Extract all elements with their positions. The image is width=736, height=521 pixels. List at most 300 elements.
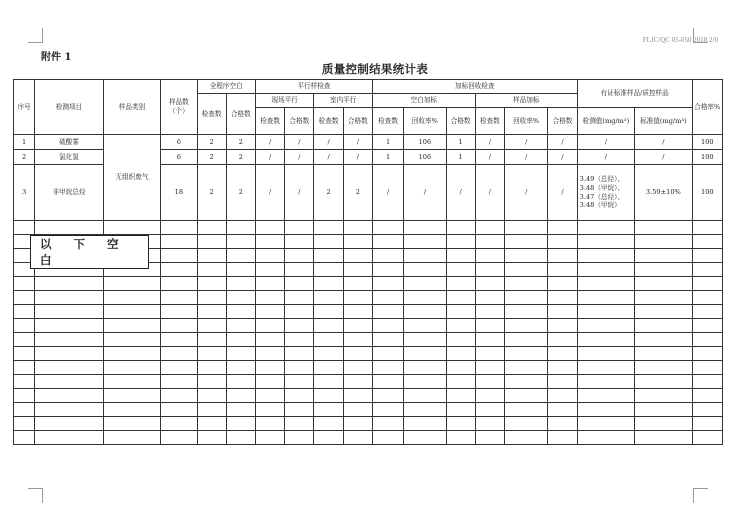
row-2-seq: 2 <box>14 150 35 165</box>
header-ss-rate: 回收率% <box>505 108 548 135</box>
empty-cell <box>314 263 343 277</box>
empty-cell <box>14 333 35 347</box>
empty-table-row <box>14 305 723 319</box>
empty-cell <box>343 319 372 333</box>
empty-cell <box>635 263 692 277</box>
empty-cell <box>692 389 722 403</box>
empty-cell <box>314 249 343 263</box>
empty-cell <box>692 249 722 263</box>
empty-cell <box>161 305 197 319</box>
empty-cell <box>635 235 692 249</box>
empty-cell <box>255 333 284 347</box>
empty-cell <box>635 361 692 375</box>
row-2-lp-pass: / <box>343 150 372 165</box>
empty-cell <box>35 431 104 445</box>
empty-cell <box>505 319 548 333</box>
empty-cell <box>314 333 343 347</box>
row-3-bs-pass: / <box>446 165 475 221</box>
empty-cell <box>103 333 160 347</box>
empty-cell <box>255 319 284 333</box>
empty-cell <box>505 263 548 277</box>
row-1-ss-rate: / <box>505 135 548 150</box>
empty-cell <box>226 221 255 235</box>
crop-mark-top-left <box>28 28 43 43</box>
empty-cell <box>161 319 197 333</box>
empty-cell <box>577 417 634 431</box>
empty-cell <box>343 361 372 375</box>
empty-cell <box>404 361 446 375</box>
row-2-standard: / <box>635 150 692 165</box>
empty-table-row <box>14 375 723 389</box>
empty-cell <box>692 277 722 291</box>
empty-cell <box>14 417 35 431</box>
empty-cell <box>285 375 314 389</box>
empty-cell <box>577 235 634 249</box>
empty-cell <box>548 417 577 431</box>
empty-cell <box>446 263 475 277</box>
blank-below-notice: 以 下 空 白 <box>30 235 149 269</box>
row-1-bs-check: 1 <box>372 135 403 150</box>
empty-table-row <box>14 417 723 431</box>
empty-cell <box>548 249 577 263</box>
header-sample-spike: 样品加标 <box>475 94 577 108</box>
empty-cell <box>446 291 475 305</box>
empty-cell <box>343 347 372 361</box>
empty-cell <box>505 249 548 263</box>
empty-cell <box>505 221 548 235</box>
empty-cell <box>372 403 403 417</box>
empty-cell <box>314 305 343 319</box>
empty-cell <box>475 249 504 263</box>
empty-cell <box>505 361 548 375</box>
empty-cell <box>446 235 475 249</box>
row-2-bs-rate: 106 <box>404 150 446 165</box>
empty-cell <box>343 263 372 277</box>
empty-cell <box>343 291 372 305</box>
empty-cell <box>577 221 634 235</box>
empty-cell <box>161 249 197 263</box>
empty-cell <box>255 361 284 375</box>
empty-cell <box>692 347 722 361</box>
empty-cell <box>14 277 35 291</box>
empty-cell <box>692 361 722 375</box>
empty-cell <box>475 347 504 361</box>
empty-cell <box>404 319 446 333</box>
empty-cell <box>372 333 403 347</box>
empty-cell <box>226 431 255 445</box>
row-1-standard: / <box>635 135 692 150</box>
empty-cell <box>446 333 475 347</box>
empty-cell <box>505 375 548 389</box>
empty-cell <box>255 347 284 361</box>
row-1-lp-pass: / <box>343 135 372 150</box>
empty-cell <box>197 417 226 431</box>
empty-cell <box>505 333 548 347</box>
empty-cell <box>505 431 548 445</box>
header-lp-check: 检查数 <box>314 108 343 135</box>
row-1-bs-pass: 1 <box>446 135 475 150</box>
empty-cell <box>161 263 197 277</box>
row-3-lp-check: 2 <box>314 165 343 221</box>
empty-cell <box>14 403 35 417</box>
empty-cell <box>404 403 446 417</box>
empty-cell <box>692 221 722 235</box>
empty-cell <box>692 333 722 347</box>
empty-cell <box>404 417 446 431</box>
empty-cell <box>692 375 722 389</box>
empty-cell <box>446 361 475 375</box>
empty-cell <box>343 235 372 249</box>
header-full-blank: 全程序空白 <box>197 80 255 94</box>
measured-line-1: 3.49（总烃）、 <box>579 175 625 184</box>
empty-cell <box>197 305 226 319</box>
empty-cell <box>635 277 692 291</box>
empty-cell <box>285 249 314 263</box>
row-2-fb-pass: 2 <box>226 150 255 165</box>
empty-cell <box>635 417 692 431</box>
empty-cell <box>35 319 104 333</box>
empty-cell <box>446 305 475 319</box>
header-fb-check: 检查数 <box>197 94 226 135</box>
header-fp-check: 检查数 <box>255 108 284 135</box>
empty-cell <box>35 333 104 347</box>
empty-cell <box>197 235 226 249</box>
empty-cell <box>577 263 634 277</box>
empty-cell <box>692 403 722 417</box>
empty-table-row <box>14 291 723 305</box>
empty-cell <box>314 347 343 361</box>
row-1-bs-rate: 106 <box>404 135 446 150</box>
empty-cell <box>103 277 160 291</box>
empty-cell <box>226 263 255 277</box>
row-3-measured <box>577 165 634 221</box>
empty-cell <box>505 305 548 319</box>
empty-table-row <box>14 347 723 361</box>
row-3-pass-rate: 100 <box>692 165 722 221</box>
row-2-measured: / <box>577 150 634 165</box>
empty-cell <box>226 305 255 319</box>
empty-cell <box>314 403 343 417</box>
empty-cell <box>226 235 255 249</box>
empty-cell <box>505 417 548 431</box>
row-1-measured: / <box>577 135 634 150</box>
empty-cell <box>255 221 284 235</box>
empty-table-row <box>14 389 723 403</box>
empty-cell <box>35 375 104 389</box>
empty-cell <box>161 277 197 291</box>
header-spike: 加标回收检查 <box>372 80 577 94</box>
empty-cell <box>577 319 634 333</box>
row-3-bs-check: / <box>372 165 403 221</box>
empty-cell <box>314 375 343 389</box>
row-2-bs-pass: 1 <box>446 150 475 165</box>
row-2-bs-check: 1 <box>372 150 403 165</box>
row-3-fp-pass: / <box>285 165 314 221</box>
empty-cell <box>404 431 446 445</box>
empty-cell <box>475 333 504 347</box>
empty-cell <box>35 277 104 291</box>
empty-cell <box>255 249 284 263</box>
empty-cell <box>314 221 343 235</box>
empty-cell <box>548 221 577 235</box>
empty-cell <box>14 361 35 375</box>
header-ss-check: 检查数 <box>475 108 504 135</box>
row-1-seq: 1 <box>14 135 35 150</box>
empty-cell <box>255 375 284 389</box>
empty-cell <box>548 431 577 445</box>
empty-cell <box>372 361 403 375</box>
empty-cell <box>343 389 372 403</box>
row-1-fp-pass: / <box>285 135 314 150</box>
empty-cell <box>372 235 403 249</box>
empty-cell <box>226 403 255 417</box>
empty-cell <box>314 235 343 249</box>
empty-cell <box>197 319 226 333</box>
row-1-fb-pass: 2 <box>226 135 255 150</box>
empty-cell <box>505 291 548 305</box>
empty-cell <box>548 403 577 417</box>
empty-cell <box>404 291 446 305</box>
empty-cell <box>548 235 577 249</box>
row-3-standard: 3.59±10% <box>635 165 692 221</box>
empty-cell <box>404 305 446 319</box>
empty-cell <box>475 319 504 333</box>
empty-cell <box>372 417 403 431</box>
row-1-fb-check: 2 <box>197 135 226 150</box>
empty-cell <box>285 431 314 445</box>
empty-cell <box>285 291 314 305</box>
empty-cell <box>255 305 284 319</box>
empty-cell <box>635 389 692 403</box>
header-sample-count: 样品数（个） <box>161 80 197 135</box>
empty-cell <box>285 389 314 403</box>
empty-cell <box>635 305 692 319</box>
empty-cell <box>226 319 255 333</box>
empty-cell <box>197 389 226 403</box>
empty-cell <box>255 403 284 417</box>
header-fb-pass: 合格数 <box>226 94 255 135</box>
crop-mark-bottom-left <box>28 488 43 503</box>
empty-cell <box>404 389 446 403</box>
empty-cell <box>285 235 314 249</box>
empty-cell <box>372 347 403 361</box>
header-blank-spike: 空白加标 <box>372 94 475 108</box>
empty-cell <box>475 291 504 305</box>
empty-cell <box>372 375 403 389</box>
empty-cell <box>372 249 403 263</box>
empty-cell <box>446 375 475 389</box>
empty-cell <box>226 333 255 347</box>
empty-cell <box>161 431 197 445</box>
empty-cell <box>285 347 314 361</box>
empty-cell <box>161 347 197 361</box>
empty-cell <box>161 375 197 389</box>
row-2-ss-pass: / <box>548 150 577 165</box>
empty-cell <box>475 263 504 277</box>
empty-cell <box>372 221 403 235</box>
empty-cell <box>161 291 197 305</box>
empty-cell <box>103 417 160 431</box>
empty-cell <box>255 235 284 249</box>
empty-cell <box>404 375 446 389</box>
crop-mark-bottom-right <box>693 488 708 503</box>
empty-cell <box>197 263 226 277</box>
row-3-lp-pass: 2 <box>343 165 372 221</box>
empty-cell <box>548 277 577 291</box>
row-3-fb-check: 2 <box>197 165 226 221</box>
empty-cell <box>635 291 692 305</box>
header-field-parallel: 现场平行 <box>255 94 313 108</box>
empty-cell <box>103 389 160 403</box>
empty-cell <box>285 417 314 431</box>
empty-cell <box>446 417 475 431</box>
empty-cell <box>372 319 403 333</box>
empty-cell <box>372 305 403 319</box>
empty-cell <box>475 403 504 417</box>
empty-cell <box>343 417 372 431</box>
header-bs-pass: 合格数 <box>446 108 475 135</box>
empty-cell <box>103 347 160 361</box>
row-1-pass-rate: 100 <box>692 135 722 150</box>
header-item: 检测项目 <box>35 80 104 135</box>
empty-cell <box>446 403 475 417</box>
row-2-fp-check: / <box>255 150 284 165</box>
row-2-count: 6 <box>161 150 197 165</box>
empty-cell <box>103 221 160 235</box>
empty-cell <box>548 361 577 375</box>
empty-cell <box>343 431 372 445</box>
empty-table-row <box>14 277 723 291</box>
empty-cell <box>577 375 634 389</box>
empty-cell <box>255 263 284 277</box>
empty-cell <box>226 361 255 375</box>
empty-cell <box>505 347 548 361</box>
empty-cell <box>372 431 403 445</box>
empty-cell <box>285 263 314 277</box>
empty-cell <box>314 291 343 305</box>
empty-cell <box>314 277 343 291</box>
empty-cell <box>197 291 226 305</box>
document-reference: FLJC/QC 05-050 2018 2/0 <box>642 36 718 44</box>
empty-cell <box>226 291 255 305</box>
empty-cell <box>404 263 446 277</box>
empty-cell <box>14 221 35 235</box>
empty-cell <box>35 347 104 361</box>
empty-cell <box>226 277 255 291</box>
row-3-item: 非甲烷总烃 <box>35 165 104 221</box>
row-3-ss-pass: / <box>548 165 577 221</box>
header-lab-parallel: 室内平行 <box>314 94 373 108</box>
empty-cell <box>255 389 284 403</box>
empty-cell <box>475 431 504 445</box>
empty-cell <box>103 431 160 445</box>
empty-cell <box>404 347 446 361</box>
empty-cell <box>548 291 577 305</box>
empty-cell <box>103 291 160 305</box>
empty-cell <box>35 389 104 403</box>
empty-cell <box>285 403 314 417</box>
empty-cell <box>446 431 475 445</box>
empty-cell <box>14 375 35 389</box>
empty-cell <box>226 389 255 403</box>
header-fp-pass: 合格数 <box>285 108 314 135</box>
row-1-ss-check: / <box>475 135 504 150</box>
header-sample-type: 样品类别 <box>103 80 160 135</box>
empty-table-row <box>14 431 723 445</box>
empty-cell <box>692 291 722 305</box>
empty-cell <box>577 361 634 375</box>
table-row <box>14 135 723 150</box>
measured-line-2: 3.48（甲烷）、 <box>579 183 625 192</box>
row-2-item: 氯化氢 <box>35 150 104 165</box>
empty-cell <box>343 221 372 235</box>
empty-cell <box>475 221 504 235</box>
header-lp-pass: 合格数 <box>343 108 372 135</box>
empty-cell <box>505 389 548 403</box>
empty-cell <box>161 417 197 431</box>
empty-cell <box>226 249 255 263</box>
empty-cell <box>14 291 35 305</box>
empty-cell <box>103 361 160 375</box>
header-ss-pass: 合格数 <box>548 108 577 135</box>
empty-table-row <box>14 333 723 347</box>
row-1-fp-check: / <box>255 135 284 150</box>
empty-cell <box>161 221 197 235</box>
empty-cell <box>548 305 577 319</box>
empty-cell <box>103 375 160 389</box>
row-2-pass-rate: 100 <box>692 150 722 165</box>
empty-cell <box>446 277 475 291</box>
empty-cell <box>255 417 284 431</box>
header-bs-rate: 回收率% <box>404 108 446 135</box>
header-bs-check: 检查数 <box>372 108 403 135</box>
empty-cell <box>226 375 255 389</box>
empty-cell <box>197 333 226 347</box>
empty-cell <box>404 235 446 249</box>
empty-cell <box>577 305 634 319</box>
empty-cell <box>404 333 446 347</box>
empty-cell <box>372 389 403 403</box>
empty-table-row <box>14 403 723 417</box>
empty-table-row <box>14 361 723 375</box>
empty-cell <box>285 319 314 333</box>
empty-cell <box>692 305 722 319</box>
empty-cell <box>446 221 475 235</box>
empty-cell <box>635 333 692 347</box>
empty-cell <box>285 221 314 235</box>
empty-cell <box>314 319 343 333</box>
empty-cell <box>35 417 104 431</box>
empty-cell <box>475 375 504 389</box>
header-measured: 检测值(mg/m³) <box>577 108 634 135</box>
header-parallel: 平行样检查 <box>255 80 372 94</box>
row-1-item: 硫酸雾 <box>35 135 104 150</box>
empty-cell <box>314 431 343 445</box>
empty-cell <box>548 389 577 403</box>
empty-cell <box>548 263 577 277</box>
empty-cell <box>475 235 504 249</box>
empty-cell <box>404 277 446 291</box>
empty-cell <box>35 305 104 319</box>
empty-cell <box>255 431 284 445</box>
empty-cell <box>343 333 372 347</box>
empty-cell <box>404 249 446 263</box>
empty-cell <box>103 305 160 319</box>
empty-cell <box>35 221 104 235</box>
empty-cell <box>255 291 284 305</box>
empty-cell <box>285 277 314 291</box>
empty-cell <box>343 403 372 417</box>
